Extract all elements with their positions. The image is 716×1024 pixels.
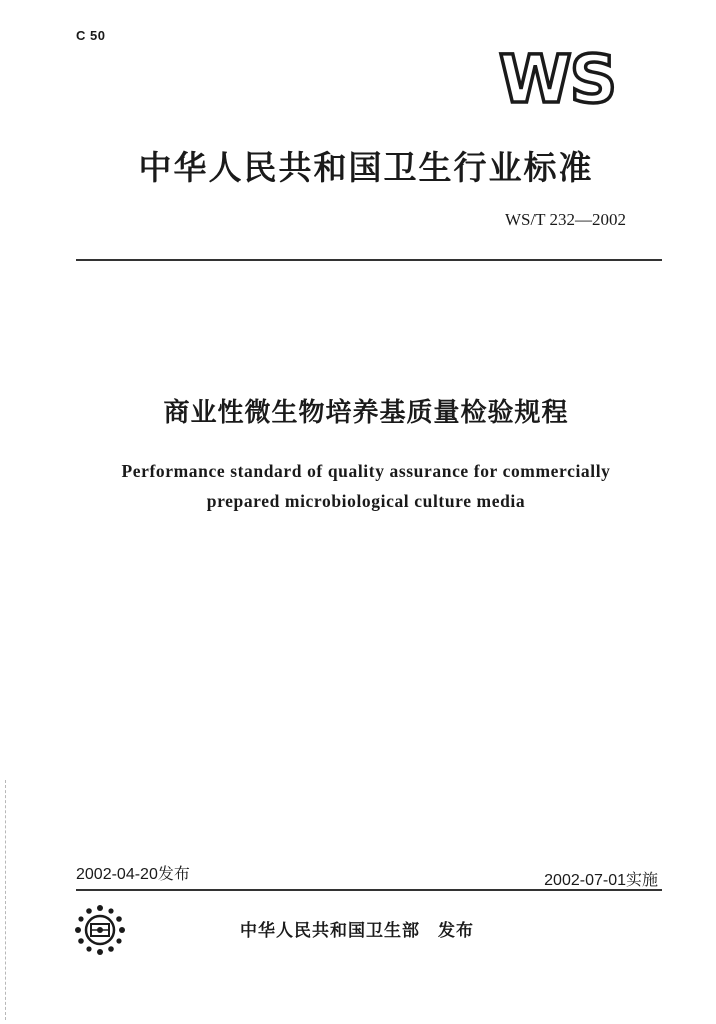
footer-divider <box>76 889 662 891</box>
ws-logo-text: WS <box>498 44 616 110</box>
issue-action: 发布 <box>438 921 474 941</box>
implementation-date: 2002-07-01实施 <box>544 872 658 889</box>
header-divider <box>76 259 662 261</box>
scan-edge-mark <box>5 780 7 1020</box>
issuer-name: 中华人民共和国卫生部 <box>240 921 420 941</box>
document-title-en-line-1: Performance standard of quality assurance for commercially <box>121 461 611 481</box>
ministry-seal-icon <box>72 902 128 958</box>
standard-number: WS/T 232—2002 <box>504 210 626 229</box>
document-title-en <box>76 456 656 516</box>
issue-date: 2002-04-20发布 <box>76 866 190 883</box>
document-title-en-line-2: prepared microbiological culture media <box>206 491 526 511</box>
issuing-authority <box>240 916 474 941</box>
standard-category-title: 中华人民共和国卫生行业标准 <box>138 148 594 187</box>
document-title-zh: 商业性微生物培养基质量检验规程 <box>163 398 569 428</box>
ccs-classification-code: C 50 <box>76 28 106 43</box>
ws-logo-icon <box>498 44 616 110</box>
